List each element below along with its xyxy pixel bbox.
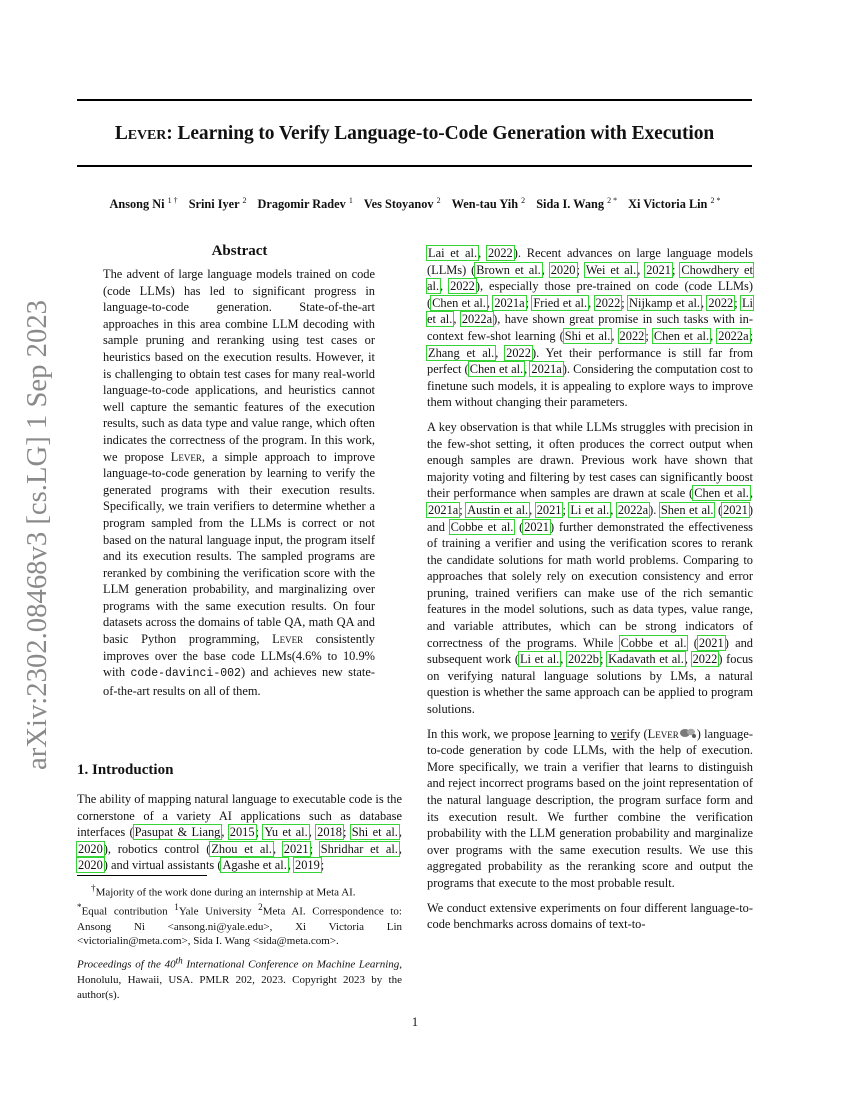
author: Sida I. Wang $^{2 *}$ [536,196,618,212]
citation-link[interactable]: 2022 [692,652,718,667]
citation-link[interactable]: 2019 [295,858,320,873]
citation-link[interactable]: Nijkamp et al. [629,295,701,310]
citation-link[interactable]: 2022a [718,328,749,343]
citation-link[interactable]: Kadavath et al. [608,652,684,667]
author: Ansong Ni $^{1 \dagger}$ [109,196,178,212]
paper-title [77,121,752,147]
citation-link[interactable]: Wei et al. [585,262,637,277]
right-paragraph-2: A key observation is that while LLMs struggles with precision in the few-shot setting, it often produces the correct output when enough samples are drawn. Previous work have shown that majority voting and filtering by test cases can significantly boost their performance when samples are drawn at scale (Chen et al., 2021a; Austin et al., 2021; Li et al., 2022a). Shen et al. (2021) and Cobbe et al. (2021) further demonstrated the effectiveness of training a verifier and using the verification scores to rerank the candidate solutions for math world problems. Comparing to approaches that solely rely on execution consistency and error pruning, trained verifiers can make use of the rich semantic features in the model solutions, such as data types, value range, and variable attributes, which can be strong indicators of correctness of the programs. While Cobbe et al. (2021) and subsequent work (Li et al., 2022b; Kadavath et al., 2022) focus on verifying natural language solutions by LMs, a natural question is whether the same approach can be applied to program solutions. [427,419,753,717]
footnote-rule [77,875,207,876]
right-column [427,245,753,941]
right-paragraph-4: We conduct extensive experiments on four different language-to-code benchmarks across domains of text-to- [427,900,753,932]
citation-link[interactable]: Fried et al. [533,295,588,310]
page-number: 1 [411,1015,419,1029]
citation-link[interactable]: Agashe et al. [222,858,287,873]
citation-link[interactable]: 2020 [78,858,103,873]
arxiv-side-stamp [4,300,56,775]
citation-link[interactable]: Li et al. [519,652,560,667]
citation-link[interactable]: Pasupat & Liang [134,825,221,840]
abstract-heading: Abstract [211,243,268,259]
citation-link[interactable]: 2022 [487,246,513,260]
author: Xi Victoria Lin $^{2 *}$ [628,196,721,212]
citation-link[interactable]: 2021 [646,262,671,277]
abstract-body: The advent of large language models trained on code (code LLMs) has led to significant progress in language-to-code generation. State-of-the-art approaches in this area combine LLM decoding with sample pruning and reranking using test cases or heuristics based on the execution results. However, it is challenging to obtain test cases for many real-world language-to-code applications, and heuristics cannot well capture the semantic features of the execution results, such as data type and value range, which often indicates the correctness of the program. In this work, we propose Lever, a simple approach to improve language-to-code generation by learning to verify the generated programs with their execution results. Specifically, we train verifiers to determine whether a program sampled from the LLMs is correct or not based on the natural language input, the program itself and its execution results. The sampled programs are reranked by combining the verification score with the LLM generation probability, and marginalizing over programs with the same execution results. On four datasets across the domains of table QA, math QA and basic Python programming, Lever consistently improves over the base code LLMs(4.6% to 10.9% with code-davinci-002) and achieves new state-of-the-art results on all of them. [103,267,376,698]
citation-link[interactable]: Lai et al. [428,246,478,260]
right-paragraph-1: Lai et al., 2022). Recent advances on large language models (LLMs) (Brown et al., 2020; Wei et al., 2021; Chowdhery et al., 2022), especially those pre-trained on code (code LLMs) (Chen et al., 2021a; Fried et al., 2022; Nijkamp et al., 2022; Li et al., 2022a), have shown great promise in such tasks with in-context few-shot learning (Shi et al., 2022; Chen et al., 2022a; Zhang et al., 2022). Yet their performance is still far from perfect (Chen et al., 2021a). Considering the computation cost to finetune such models, it is appealing to explore ways to improve them without changing their parameters. [427,246,754,410]
title-top-rule [77,99,752,101]
citation-link[interactable]: 2022 [506,345,531,360]
citation-link[interactable]: 2021a [428,502,459,517]
citation-link[interactable]: 2022 [450,279,475,294]
arxiv-identifier: arXiv:2302.08468v3 [cs.LG] 1 Sep 2023 [22,311,53,770]
citation-link[interactable]: 2022 [619,328,645,343]
section-heading-introduction: 1. Introduction [77,762,174,778]
citation-link[interactable]: 2022 [595,295,621,310]
citation-link[interactable]: Shi et al. [564,328,611,343]
citation-link[interactable]: Li et al. [427,295,753,327]
citation-link[interactable]: 2020 [78,841,103,856]
author: Dragomir Radev $^1$ [257,196,353,212]
citation-link[interactable]: Cobbe et al. [450,519,514,534]
citation-link[interactable]: Brown et al. [476,262,541,277]
proceedings-note: Proceedings of the 40th International Conference on Machine Learning, Honolulu, Hawaii, USA. PMLR 202, 2023. Copyright 2023 by the author(s). [77,955,402,1001]
citation-link[interactable]: 2022a [461,312,493,327]
citation-link[interactable]: Austin et al. [467,502,529,517]
footnote-internship: †Majority of the work done during an internship at Meta AI. [91,883,356,899]
citation-link[interactable]: Zhang et al. [428,345,495,360]
citation-link[interactable]: 2021a [494,295,525,310]
author: Wen-tau Yih $^2$ [451,196,526,212]
citation-link[interactable]: Shen et al. [660,502,714,517]
citation-link[interactable]: Chen et al. [694,486,749,501]
code-model-name: code-davinci-002 [130,667,241,681]
citation-link[interactable]: 2022a [617,502,649,517]
citation-link[interactable]: Shridhar et al. [320,841,398,856]
citation-link[interactable]: 2020 [550,262,576,277]
title-bottom-rule [77,165,752,167]
citation-link[interactable]: 2021 [283,841,309,856]
citation-link[interactable]: Cobbe et al. [620,635,687,650]
citation-link[interactable]: 2021 [536,502,562,517]
lever-logo-icon [679,727,697,739]
author: Srini Iyer $^2$ [188,196,247,212]
author: Ves Stoyanov $^2$ [363,196,441,212]
citation-link[interactable]: 2021a [531,362,562,377]
right-paragraph-3: In this work, we propose learning to verify (Lever ) language-to-code generation by code LLMs, with the help of execution. More specifically, we train a verifier that learns to distinguish and reject incorrect programs based on the joint representation of the natural language description, the program surface form and its execution result. We further combine the verification probability with the LLM generation probability and marginalize over programs with the same execution results. We use this aggregated probability as the reranking score and output the programs that execute to the most probable result. [427,726,754,890]
title-rest: : Learning to Verify Language-to-Code Generation with Execution [166,123,715,144]
citation-link[interactable]: Chen et al. [432,295,486,310]
citation-link[interactable]: Li et al. [570,502,610,517]
title-lever: Lever [114,123,167,144]
citation-link[interactable]: 2018 [317,825,342,840]
citation-link[interactable]: Chowdhery et al. [427,262,753,294]
intro-paragraph: The ability of mapping natural language to executable code is the cornerstone of a variety AI applications such as database interfaces (Pasupat & Liang, 2015; Yu et al., 2018; Shi et al., 2020), robotics control (Zhou et al., 2021; Shridhar et al., 2020) and virtual assistants (Agashe et al., 2019; [77,792,402,873]
citation-link[interactable]: 2022 [708,295,734,310]
citation-link[interactable]: 2015 [229,825,255,840]
citation-link[interactable]: 2021 [723,502,748,517]
citation-link[interactable]: Chen et al. [653,328,710,343]
citation-link[interactable]: 2021 [698,635,724,650]
citation-link[interactable]: Chen et al. [469,362,524,377]
footnotes [77,881,402,949]
author-list [60,196,770,212]
citation-link[interactable]: Zhou et al. [211,841,272,856]
citation-link[interactable]: 2021 [524,519,549,534]
citation-link[interactable]: 2022b [568,652,599,667]
citation-link[interactable]: Yu et al. [264,825,308,840]
footnote-affiliations: *Equal contribution $^1$Yale University $^2$Meta AI. Correspondence to: Ansong Ni <ansong.ni@yale.edu>, Xi Victoria Lin <victorialin@meta.com>, Sida I. Wang <sida@meta.com>. [77,902,402,948]
citation-link[interactable]: Shi et al. [351,825,398,840]
